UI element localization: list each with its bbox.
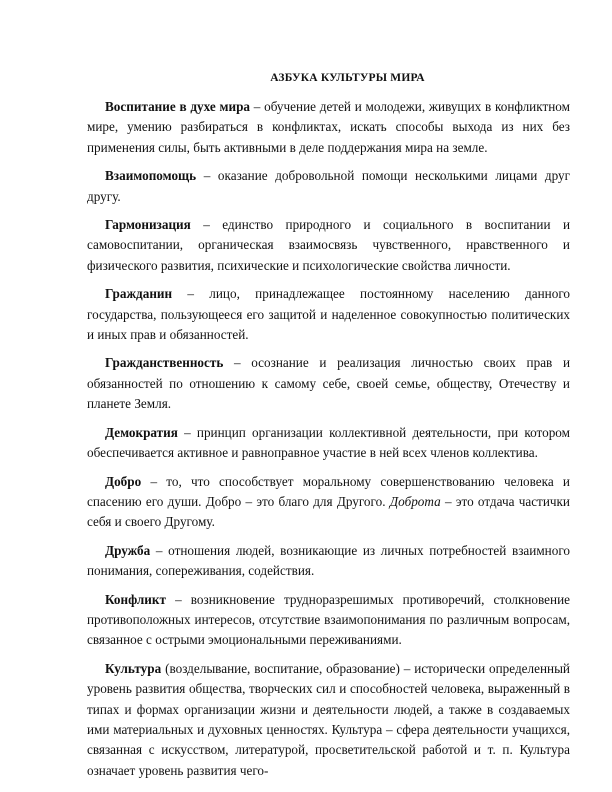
entry-definition-end: – это отдача частички себя и своего Другому. (87, 493, 570, 530)
glossary-entry (87, 284, 570, 345)
glossary-entry (87, 659, 570, 781)
entry-definition: – то, что способствует моральному совершенствованию человека и спасению его души. Добро – это благо для Другого. (87, 473, 570, 509)
entry-term: Конфликт (105, 591, 166, 607)
entry-term: Воспитание в духе мира (105, 99, 251, 114)
entry-definition: – осознание и реализация личностью своих прав и обязанностей по отношению к самому себе, своей семье, обществу, Отечеству и планете Земля. (87, 355, 570, 412)
entry-term: Дружба (105, 542, 151, 558)
entry-term: Демократия (105, 424, 178, 440)
entry-term: Гражданственность (105, 355, 224, 371)
entry-term: Взаимопомощь (105, 168, 197, 184)
glossary-entry (87, 353, 570, 414)
entry-term: Гражданин (105, 286, 173, 302)
entry-definition: – единство природного и социального в воспитании и самовоспитании, органическая взаимосвязь чувственного, нравственного и физического развития, психические и психологические свойства личности. (87, 217, 570, 273)
glossary-entry (87, 472, 570, 533)
glossary-entry (87, 423, 570, 464)
entry-definition: – возникновение трудноразрешимых противоречий, столкновение противоположных интересов, отсутствие взаимопонимания по различным вопросам, связанное с острыми эмоциональными переживаниями. (87, 591, 570, 648)
entry-definition: – лицо, принадлежащее постоянному населению данного государства, пользующееся его защитой и наделенное совокупностью политических и иных прав и обязанностей. (87, 286, 570, 343)
entry-term: Культура (105, 660, 162, 676)
entry-definition: – оказание добровольной помощи несколькими лицами друг другу. (87, 168, 570, 204)
entry-definition: – обучение детей и молодежи, живущих в конфликтном мире, умению разбираться в конфликтах, искать способы выхода из них без применения силы, быть активными в деле поддержания мира на земле. (87, 99, 570, 155)
entry-definition: – отношения людей, возникающие из личных потребностей взаимного понимания, сопереживания, содействия. (87, 542, 570, 579)
entry-definition: (возделывание, воспитание, образование) – исторически определенный уровень развития общества, творческих сил и способностей человека, выраженный в типах и формах организации жизни и деятельности людей, а также в создаваемых ими материальных и духовных ценностях. Культура – сфера деятельности учащихся, связанная с искусством, литературой, просветительской работой и т. п. Культура означает уровень развития чего- (87, 660, 570, 778)
entry-term: Гармонизация (105, 217, 191, 233)
entry-definition: – принцип организации коллективной деятельности, при котором обеспечивается активное и равноправное участие в ней всех членов коллектива. (87, 424, 570, 461)
glossary-entry (87, 590, 570, 651)
page-title: АЗБУКА КУЛЬТУРЫ МИРА (270, 72, 425, 84)
glossary-entry (87, 215, 570, 276)
glossary-entry (87, 166, 570, 207)
entry-term: Добро (105, 473, 142, 489)
glossary-entry (87, 97, 570, 158)
glossary-entry (87, 541, 570, 582)
entry-italic-term: Доброта (389, 493, 441, 509)
